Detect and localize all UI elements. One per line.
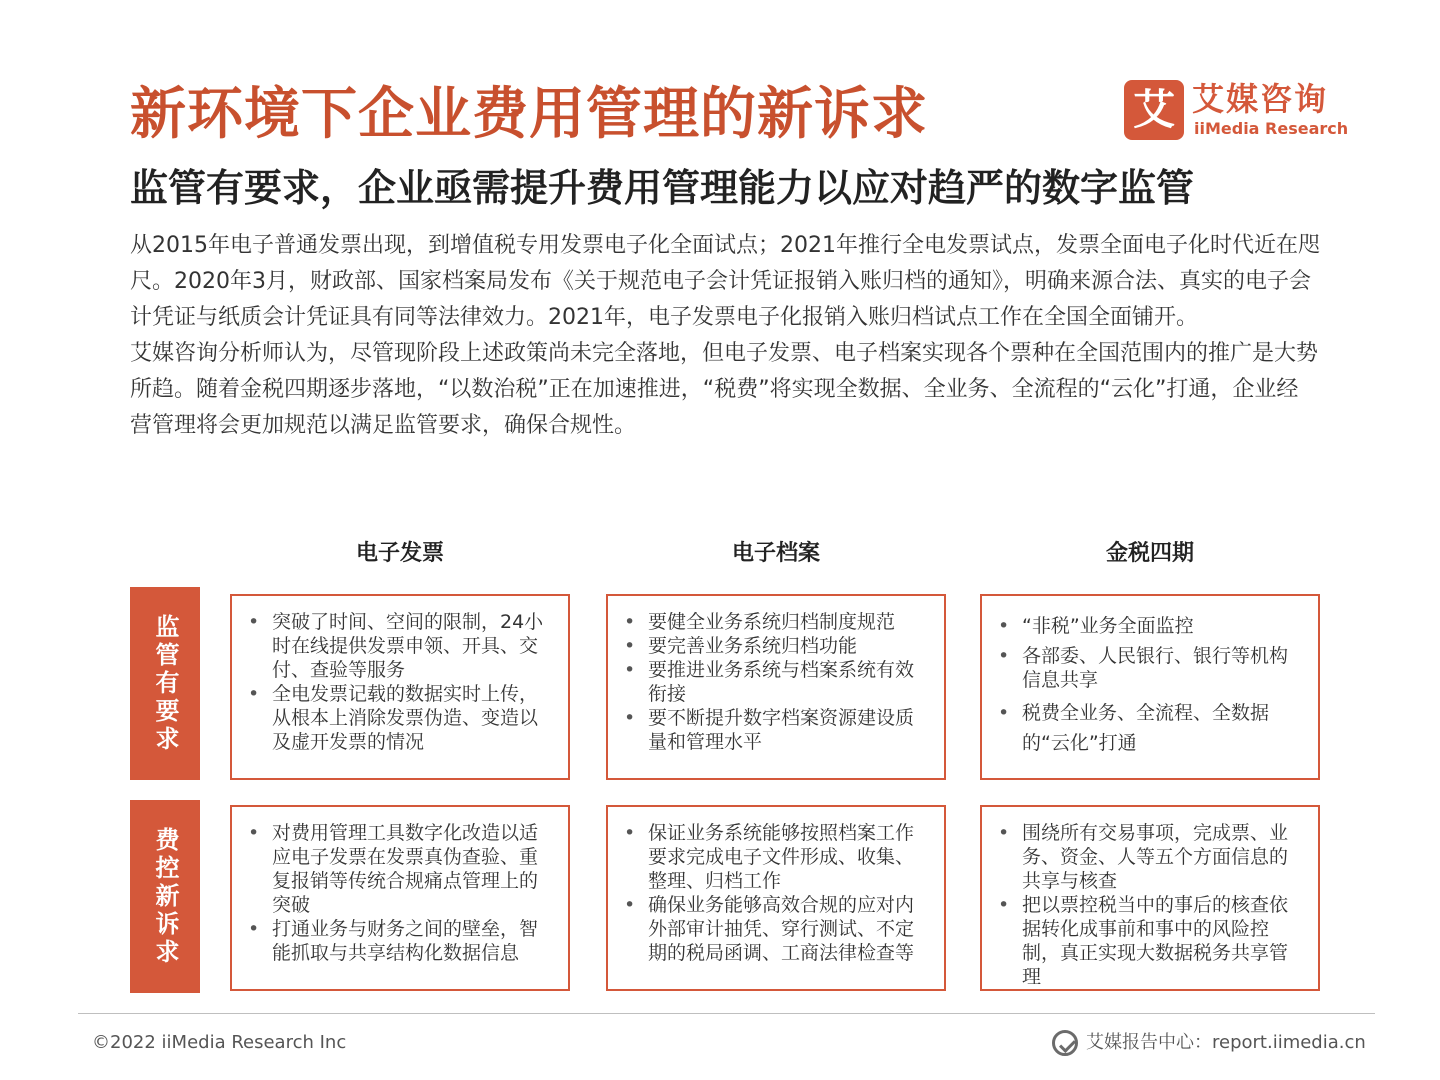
intro-paragraph-2: 艾媒咨询分析师认为，尽管现阶段上述政策尚未完全落地，但电子发票、电子档案实现各个票种在全国范围内的推广是大势所趋。随着金税四期逐步落地，“以数治税”正在加速推进，“税费”将实现全数据、全业务、全流程的“云化”打通，企业经营管理将会更加规范以满足监管要求，确保合规性。 — [130, 341, 1319, 438]
list-item: • 各部委、人民银行、银行等机构信息共享 — [996, 644, 1304, 692]
row-label-regulation-text: 监管有要求 — [151, 613, 179, 754]
list-item: • 突破了时间、空间的限制，24小时在线提供发票申领、开具、交付、查验等服务 — [246, 610, 554, 682]
list-item: • 把以票控税当中的事后的核查依据转化成事前和事中的风险控制，真正实现大数据税务共享管理 — [996, 893, 1304, 989]
cell-regulation-e-archive — [606, 594, 946, 780]
logo-name-cn: 艾媒咨询 — [1192, 80, 1329, 118]
footer-divider — [78, 1013, 1375, 1014]
page-title: 新环境下企业费用管理的新诉求 — [130, 82, 928, 147]
cell-expense-e-invoice — [230, 805, 570, 991]
intro-paragraph-1: 从2015年电子普通发票出现，到增值税专用发票电子化全面试点；2021年推行全电发票试点，发票全面电子化时代近在咫尺。2020年3月，财政部、国家档案局发布《关于规范电子会计凭证报销入账归档的通知》，明确来源合法、真实的电子会计凭证与纸质会计凭证具有同等法律效力。2021年，电子发票电子化报销入账归档试点工作在全国全面铺开。 — [130, 233, 1320, 330]
list-item: • 要推进业务系统与档案系统有效衔接 — [622, 658, 930, 706]
intro-text — [130, 228, 1320, 444]
list-item: • 要不断提升数字档案资源建设质量和管理水平 — [622, 706, 930, 754]
row-label-expense-control-text: 费控新诉求 — [151, 826, 179, 967]
footer-source — [1052, 1027, 1366, 1059]
column-header-e-archive: 电子档案 — [731, 541, 820, 566]
row-label-expense-control — [130, 800, 200, 993]
footer-source-text: 艾媒报告中心：report.iimedia.cn — [1086, 1032, 1366, 1053]
cell-expense-golden-tax — [980, 805, 1320, 991]
logo-mark-char: 艾 — [1132, 85, 1175, 134]
list-item: • 要健全业务系统归档制度规范 — [622, 610, 930, 634]
column-header-golden-tax-4: 金税四期 — [1105, 541, 1194, 566]
iimedia-report-icon — [1052, 1030, 1078, 1056]
list-item: • 对费用管理工具数字化改造以适应电子发票在发票真伪查验、重复报销等传统合规痛点管理上的突破 — [246, 821, 554, 917]
footer-copyright: ©2022 iiMedia Research Inc — [92, 1032, 347, 1053]
list-item: • 全电发票记载的数据实时上传，从根本上消除发票伪造、变造以及虚开发票的情况 — [246, 682, 554, 754]
cell-expense-e-archive — [606, 805, 946, 991]
list-item: • 税费全业务、全流程、全数据的“云化”打通 — [996, 698, 1304, 758]
page-subtitle: 监管有要求，企业亟需提升费用管理能力以应对趋严的数字监管 — [130, 166, 1195, 210]
list-item: • 要完善业务系统归档功能 — [622, 634, 930, 658]
list-item: • 打通业务与财务之间的壁垒，智能抓取与共享结构化数据信息 — [246, 917, 554, 965]
iimedia-logo — [1124, 80, 1349, 142]
list-item: • 确保业务能够高效合规的应对内外部审计抽凭、穿行测试、不定期的税局函调、工商法律检查等 — [622, 893, 930, 965]
logo-name-en: iiMedia Research — [1194, 119, 1349, 138]
column-header-e-invoice: 电子发票 — [355, 541, 444, 566]
list-item: • 保证业务系统能够按照档案工作要求完成电子文件形成、收集、整理、归档工作 — [622, 821, 930, 893]
list-item: • 围绕所有交易事项，完成票、业务、资金、人等五个方面信息的共享与核查 — [996, 821, 1304, 893]
cell-regulation-e-invoice — [230, 594, 570, 780]
cell-regulation-golden-tax — [980, 594, 1320, 780]
row-label-regulation — [130, 587, 200, 780]
list-item: • “非税”业务全面监控 — [996, 614, 1304, 638]
